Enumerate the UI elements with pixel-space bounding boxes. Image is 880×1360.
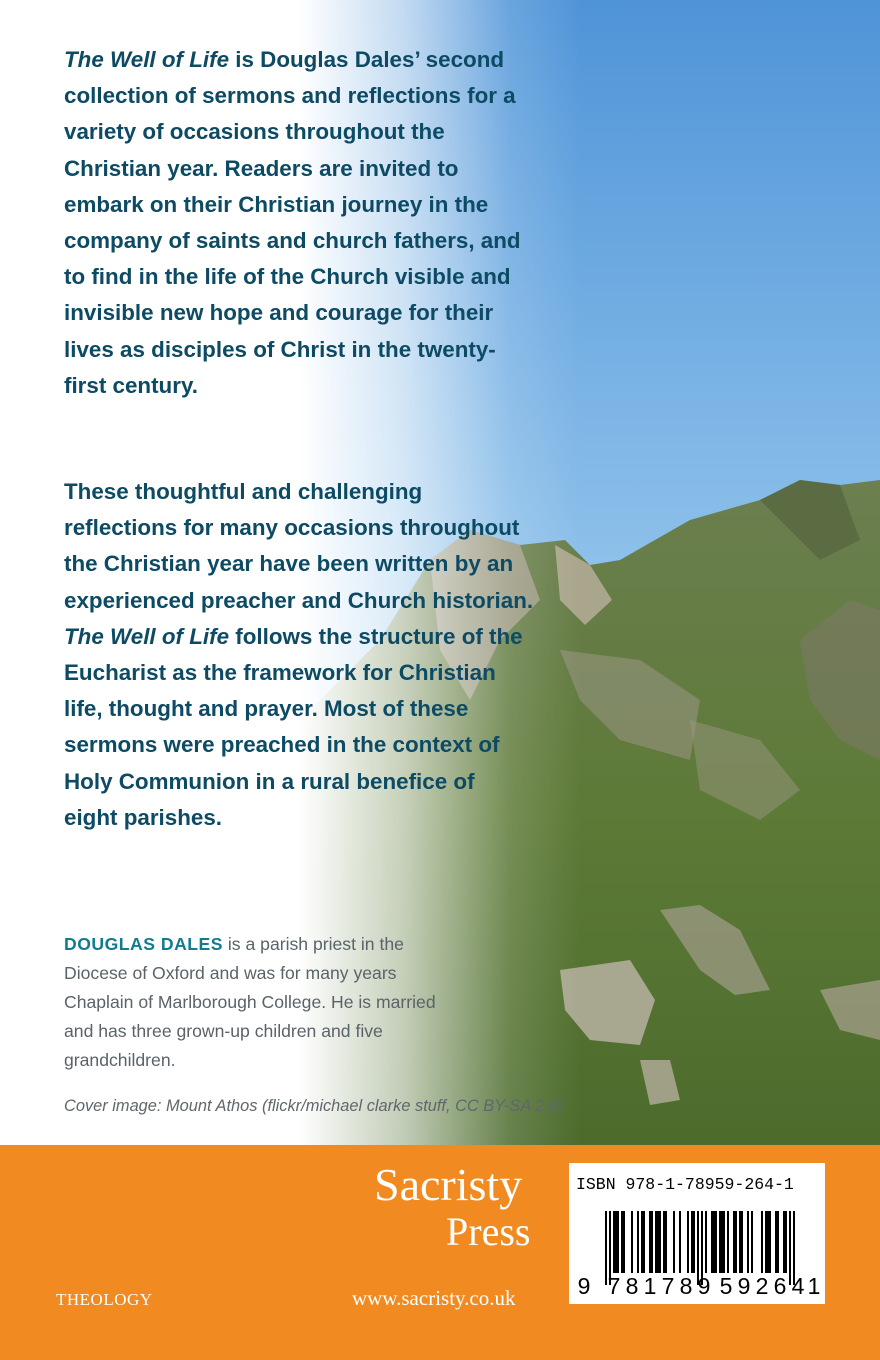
blurb-paragraph-1	[64, 42, 534, 404]
barcode-bar	[775, 1211, 777, 1273]
barcode-bar	[711, 1211, 713, 1273]
barcode-bar	[783, 1211, 785, 1273]
barcode-bar	[691, 1211, 693, 1273]
barcode-digit: 9	[697, 1273, 711, 1299]
barcode-bar	[747, 1211, 749, 1273]
publisher-name-line-1: Sacristy	[374, 1159, 523, 1210]
barcode-bar	[655, 1211, 657, 1273]
isbn-barcode-box	[569, 1163, 825, 1304]
barcode-digit: 1	[807, 1273, 821, 1299]
blurb-paragraph-2	[64, 474, 534, 836]
barcode-bar	[769, 1211, 771, 1273]
barcode-bar	[673, 1211, 675, 1273]
image-credit: Cover image: Mount Athos (flickr/michael clarke stuff, CC BY-SA 2.0)	[64, 1097, 564, 1115]
barcode-bar	[665, 1211, 667, 1273]
barcode-digit: 8	[625, 1273, 639, 1299]
barcode-bar	[613, 1211, 615, 1273]
barcode-bar	[679, 1211, 681, 1273]
publisher-website: www.sacristy.co.uk	[352, 1286, 516, 1310]
barcode-bar	[643, 1211, 645, 1273]
barcode-bar	[649, 1211, 651, 1273]
barcode-bar	[651, 1211, 653, 1273]
barcode-bar	[623, 1211, 625, 1273]
barcode-digit: 9	[577, 1273, 591, 1299]
barcode-digit: 1	[643, 1273, 657, 1299]
blurb-paragraph-1-text: is Douglas Dales’ second collection of sermons and reflections for a variety of occasions throughout the Christian year. Readers are invited to embark on their Christian journey in the company of saints and church fathers, and to find in the life of the Church visible and invisible new hope and courage for their lives as disciples of Christ in the twenty-first century.	[64, 47, 521, 398]
barcode-bar	[721, 1211, 723, 1273]
barcode-bar	[719, 1211, 721, 1273]
barcode-bar	[641, 1211, 643, 1273]
category-label: THEOLOGY	[56, 1290, 153, 1309]
barcode-bar	[659, 1211, 661, 1273]
barcode-digit: 8	[679, 1273, 693, 1299]
barcode-bar	[785, 1211, 787, 1273]
barcode-bar	[615, 1211, 617, 1273]
barcode-digit: 9	[737, 1273, 751, 1299]
barcode-bar	[713, 1211, 715, 1273]
author-name: DOUGLAS DALES	[64, 934, 223, 954]
barcode-bar	[705, 1211, 707, 1273]
barcode-digit: 5	[719, 1273, 733, 1299]
author-bio-text: is a parish priest in the Diocese of Oxford and was for many years Chaplain of Marlborough College. He is married and has three grown-up children and five grandchildren.	[64, 934, 436, 1070]
barcode-bar	[765, 1211, 767, 1273]
barcode-bar	[739, 1211, 741, 1273]
barcode-bar	[663, 1211, 665, 1273]
barcode-digit: 2	[755, 1273, 769, 1299]
publisher-logo	[374, 1160, 544, 1254]
barcode-bar	[693, 1211, 695, 1273]
barcode-bar	[687, 1211, 689, 1273]
publisher-name-line-2: Press	[446, 1209, 531, 1254]
barcode-bar	[735, 1211, 737, 1273]
barcode-bar	[621, 1211, 623, 1273]
barcode-digit: 4	[791, 1273, 805, 1299]
barcode-digit: 6	[773, 1273, 787, 1299]
barcode-bar	[631, 1211, 633, 1273]
barcode-bar	[637, 1211, 639, 1273]
barcode-bar	[767, 1211, 769, 1273]
author-bio	[64, 930, 464, 1075]
barcode-bar	[715, 1211, 717, 1273]
barcode-bar	[733, 1211, 735, 1273]
barcode-bar	[751, 1211, 753, 1273]
barcode-bar	[723, 1211, 725, 1273]
blurb-paragraph-2-text-b: follows the structure of the Eucharist as the framework for Christian life, thought and prayer. Most of these sermons were preached in the context of Holy Communion in a rural benefice of eight parishes.	[64, 623, 523, 830]
barcode-bar	[727, 1211, 729, 1273]
book-title-italic: The Well of Life	[64, 47, 230, 72]
barcode-digit: 7	[661, 1273, 675, 1299]
book-title-italic: The Well of Life	[64, 623, 230, 649]
blurb-paragraph-2-text-a: These thoughtful and challenging reflections for many occasions throughout the Christian year have been written by an experienced preacher and Church historian.	[64, 479, 534, 613]
barcode-bar	[761, 1211, 763, 1273]
isbn-label: ISBN 978-1-78959-264-1	[576, 1175, 794, 1194]
barcode-digit: 7	[607, 1273, 621, 1299]
barcode-bar	[617, 1211, 619, 1273]
barcode-bar	[657, 1211, 659, 1273]
barcode-bar	[741, 1211, 743, 1273]
barcode-bar	[777, 1211, 779, 1273]
